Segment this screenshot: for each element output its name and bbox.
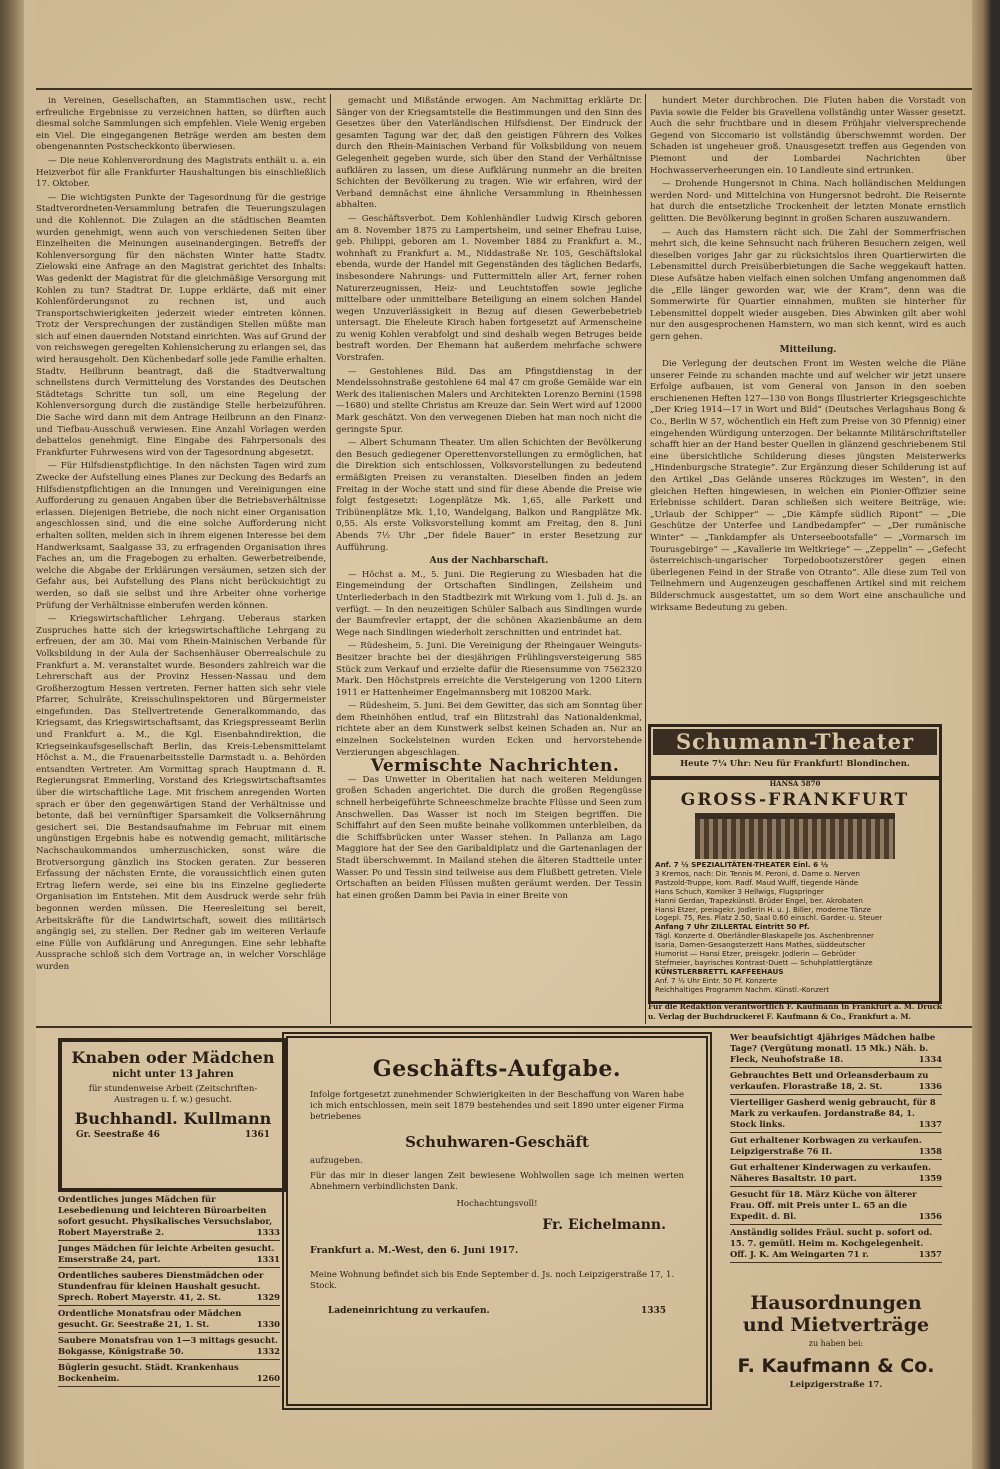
gf-program-line: Stefmeier, bayrisches Kontrast-Duett — Schuhplattlergtänze: [655, 957, 873, 967]
article-paragraph: — Die wichtigsten Punkte der Tagesordnung für die gestrige Stadtverordneten-Versammlung betrafen die Teuerungszulagen und die Kohlennot. Die Zulagen an die städtischen Beamten wurden genehmigt, wenn auch von verschiedenen Seiten über Einzelheiten die Meinungen auseinandergingen. Betreffs der Kohlenversorgung für den nächsten Winter hatte Stadtv. Zielowski eine Anfrage an den Magistrat gerichtet des Inhalts: Was gedenkt der Magistrat für die gleichmäßige Versorgung mit Kohlen zu tun? Stadtrat Dr. Luppe erklärte, daß mit einer Kohlenförderungsnot zu rechnen ist, und auch Transportschwierigkeiten jederzeit wieder eintreten können. Trotz der Versprechungen der zuständigen Stellen müßte man sich auf einen dauernden Notstand einrichten. Was auf Grund der von reichswegen geregelten Kohlensicherung zu erlangen sei, das wird herausgeholt. Den Küchenbedarf solle jede Familie erhalten. Stadtv. Heilbrunn beantragt, daß die Stadtverwaltung schnellstens durch Vermittelung des Vorstandes des Deutschen Städtetags Schritte tun soll, um eine Regelung der Kohlenversorgung durch die zuständige Stelle herbeizuführen. Die Sache wird dann mit dem Antrage Heilbrunn an den Finanz- und Tiefbau-Ausschuß verwiesen. Eine Anzahl Vorlagen werden debattelos genehmigt. Eine Eingabe des Fahrpersonals des Frankfurter Fuhrwesens wird von der Tagesordnung abgesetzt.: [36, 192, 326, 458]
schumann-title: Schumann-Theater: [653, 729, 937, 755]
column-divider: [645, 94, 646, 1024]
gf-program-line: Anf. 7 ½ Uhr Eintr. 50 Pf. Konzerte: [655, 975, 778, 985]
classified-number: 1329: [256, 1292, 280, 1302]
article-paragraph: — Rüdesheim, 5. Juni. Die Vereinigung der Rheingauer Weinguts-Besitzer brachte bei der diesjährigen Frühlingsversteigerung 585 Stück zum Verkauf und erzielte dafür die Riesensumme von 7562320 Mark. Den Höchstpreis erreichte die Versteigerung von 1200 Litern 1911 er Hattenheimer Engelmannsberg mit 108200 Mark.: [336, 641, 642, 698]
schumann-line: Heute 7¼ Uhr: Neu für Frankfurt! Blondinchen.: [680, 759, 910, 769]
gf-program-line: Logepl. 75, Res. Platz 2.50, Saal 0.60 einschl. Garder.-u. Steuer: [655, 913, 883, 923]
gf-program-line: Anfang 7 Uhr ZILLERTAL Eintritt 50 Pf.: [655, 922, 810, 932]
left-classifieds: [58, 1192, 280, 1387]
article-paragraph: in Vereinen, Gesellschaften, an Stammtischen usw., recht erfreuliche Ergebnisse zu verzeichnen hatten, so dürften auch diesmal solche Sammlungen sich empfehlen. Viele Wenig ergeben ein Viel. Die eingegangenen Beträge werden am besten dem obengenannten Postscheckkonto überwiesen.: [36, 96, 326, 153]
classified-ad: [58, 1333, 280, 1360]
classified-text: Saubere Monatsfrau von 1—3 mittags gesucht. Bokgasse, Königstraße 50.: [58, 1335, 278, 1356]
classified-ad: [730, 1160, 942, 1187]
classified-number: 1357: [918, 1249, 942, 1259]
article-column-2: [336, 96, 642, 1020]
article-paragraph: — Das Unwetter in Oberitalien hat nach weiteren Meldungen großen Schaden angerichtet. Die durch die großen Regengüsse schnell herbeigeführte Schneeschmelze brachte Flüsse und Seen zum Anschwellen. Das Wasser ist noch im Steigen begriffen. Die Schiffahrt auf den Seen mußte beinahe vollkommen unterbleiben, da die Schiffsbrücken unter Wasser stehen. In Pallanza am Lago Maggiore hat der See den Garibaldiplatz und die Gartenanlagen der Stadt überschwemmt. In Mailand stehen die älteren Stadtteile unter Wasser. Po und Tessin sind teilweise aus dem Flußbett getreten. Viele Ortschaften an beiden Flüssen mußten geräumt werden. Der Tessin hat einen großen Damm bei Pavia in einer Breite von: [336, 774, 642, 901]
knaben-sub: nicht unter 13 Jahren: [112, 1069, 234, 1080]
knaben-addr: Gr. Seestraße 46: [76, 1130, 160, 1140]
eichelmann-p6: Ladeneinrichtung zu verkaufen.: [328, 1306, 490, 1316]
classified-text: Vierteiliger Gasherd wenig gebraucht, für 8 Mark zu verkaufen. Jordanstraße 84, 1. Stock links.: [730, 1097, 936, 1129]
kaufmann-sub: zu haben bei:: [808, 1339, 864, 1348]
classified-number: 1359: [918, 1173, 942, 1183]
article-paragraph: — Geschäftsverbot. Dem Kohlenhändler Ludwig Kirsch geboren am 8. November 1875 zu Lampertsheim, und seiner Ehefrau Luise, geb. Philippi, geboren am 1. November 1884 zu Frankfurt a. M., wohnhaft zu Frankfurt a. M., Niddastraße Nr. 105, Geschäftslokal ebenda, wurde der Handel mit Gegenständen des täglichen Bedarfs, insbesondere Nahrungs- und Futtermitteln aller Art, ferner rohen Naturerzeugnissen, Heiz- und Leuchtstoffen sowie jegliche mittelbare oder unmittelbare Beteiligung an einem solchen Handel wegen Unzuverlässigkeit in Bezug auf diesen Gewerbebetrieb untersagt. Die Eheleute Kirsch haben fortgesetzt auf Armenscheine zu wenig Kohlen verabfolgt und sind deshalb wegen Betruges beide bestraft worden. Der Ehemann hat außerdem mehrfache schwere Vorstrafen.: [336, 213, 642, 364]
classified-ad: [730, 1187, 942, 1225]
classified-number: 1260: [256, 1373, 280, 1383]
classified-ad: [730, 1133, 942, 1160]
eichelmann-footer: [288, 1292, 706, 1316]
classified-number: 1358: [918, 1146, 942, 1156]
gf-program-line: Reichhaltiges Programm Nachm. Künstl.-Konzert: [655, 984, 830, 994]
classified-number: 1332: [256, 1346, 280, 1356]
gf-program-line: Isaria, Damen-Gesangsterzett Hans Mathes, süddeutscher: [655, 940, 866, 950]
section-heading: Aus der Nachbarschaft.: [429, 556, 549, 567]
classified-number: 1337: [918, 1119, 942, 1129]
classified-number: 1333: [256, 1227, 280, 1237]
column-divider: [330, 94, 331, 1024]
eichelmann-p5: Meine Wohnung befindet sich bis Ende September d. Js. noch Leipzigerstraße 17, 1. Stock.: [310, 1270, 675, 1291]
article-paragraph: hundert Meter durchbrochen. Die Fluten haben die Vorstadt von Pavia sowie die Felder bis Gravellena vollständig unter Wasser gesetzt. Auch die sehr fruchtbare und in diesem Frühjahr vielversprechende Gegend von Siccomario ist vollständig überschwemmt worden. Der Schaden ist ungeheuer groß. Unausgesetzt treffen aus Gegenden von Piemont und der Lombardei Nachrichten über Hochwasserverheerungen ein. 10 Landleute sind ertrunken.: [650, 96, 966, 176]
classified-text: Ordentliches sauberes Dienstmädchen oder Stundenfrau für kleinen Haushalt gesucht. Sprech. Robert Mayerstr. 41, 2. St.: [58, 1270, 264, 1302]
ads-top-rule: [36, 1026, 972, 1028]
gross-frankfurt-ad: [648, 776, 942, 1004]
gf-program-line: Hanni Gerdan, Trapezkünstl. Brüder Engel, ber. Akrobaten: [655, 895, 863, 905]
article-paragraph: — Albert Schumann Theater. Um allen Schichten der Bevölkerung den Besuch gediegener Operettenvorstellungen zu ermöglichen, hat die Direktion sich entschlossen, Volksvorstellungen zu bedeutend ermäßigten Preisen zu veranstalten. Dieselben finden an jedem Freitag in der Woche statt und sind für diese Abende die Preise wie folgt festgesetzt: Logenplätze Mk. 1,65, alle Parkett und Tribünenplätze Mk. 1,10, Wandelgang, Balkon und Rangplätze Mk. 0,55. Als erste Volksvorstellung kommt am Freitag, den 8. Juni Abends 7½ Uhr „Der fidele Bauer“ in erster Besetzung zur Aufführung.: [336, 438, 642, 553]
gf-program-line: Hans Schuch, Komiker 3 Hellwigs, Flugspringer: [655, 886, 824, 896]
page-edge-right: [972, 0, 1000, 1469]
gf-program-line: Hansi Etzer, preisgekr. Jodlerin H. u. J. Biller, moderne Tänze: [655, 904, 872, 914]
gf-program: [651, 861, 939, 995]
kaufmann-title1: Hausordnungen: [750, 1292, 922, 1314]
section-heading: Vermischte Nachrichten.: [370, 756, 620, 777]
eichelmann-p3: Für das mir in dieser langen Zeit bewiesene Wohlwollen sage ich meinen werten Abnehmern verbindlichsten Dank.: [310, 1171, 684, 1192]
classified-number: 1356: [918, 1211, 942, 1221]
article-paragraph: — Höchst a. M., 5. Juni. Die Regierung zu Wiesbaden hat die Eingemeindung der Ortschaften Sindlingen, Zeilsheim und Unterliederbach in den Stadtbezirk mit Wirkung vom 1. Juli d. Js. an verfügt. — In den neuzeitigen Schüler Salbach aus Sindlingen wurde der Baumfrevler ertappt, der die schönen Akazienbäume an dem Wege nach Sindlingen wiederholt zerschnitten und entrindet hat.: [336, 569, 642, 638]
section-heading: Mitteilung.: [779, 345, 837, 356]
gf-program-line: Anf. 7 ½ SPEZIALITÄTEN-THEATER Einl. 6 ½: [655, 860, 829, 869]
eichelmann-ad: [282, 1032, 712, 1410]
article-paragraph: — Rüdesheim, 5. Juni. Bei dem Gewitter, das sich am Sonntag über dem Rheinhöhen entlud, traf ein Blitzstrahl das Nationaldenkmal, richtete aber an dem Kunstwerk selbst keinen Schaden an. Nur an einzelnen Sockelsteinen wurden Ecken und hervorstehende Verzierungen abgeschlagen.: [336, 701, 642, 758]
eichelmann-sig: Fr. Eichelmann.: [542, 1217, 666, 1233]
classified-ad: [730, 1225, 942, 1263]
gf-building-image: [695, 813, 895, 859]
book-binding: [0, 0, 24, 1469]
newspaper-page: [36, 0, 972, 1469]
schumann-theater-ad: [648, 724, 942, 780]
previous-page-edge: [24, 0, 36, 1469]
classified-ad: [730, 1095, 942, 1133]
kaufmann-firm: F. Kaufmann & Co.: [737, 1355, 935, 1377]
knaben-footer: [62, 1130, 284, 1140]
classified-text: Ordentliches junges Mädchen für Lesebedienung und leichteren Büroarbeiten sofort gesucht. Physikalisches Versuchslabor, Robert Mayerstraße 2.: [58, 1194, 273, 1237]
gf-program-line: KÜNSTLERBRETTL KAFFEEHAUS: [655, 966, 784, 976]
eichelmann-title: Geschäfts-Aufgabe.: [372, 1056, 622, 1082]
classified-text: Wer beaufsichtigt 4jähriges Mädchen halbe Tage? (Vergütung monatl. 15 Mk.) Näh. b. Fleck, Neuhofstraße 18.: [730, 1032, 936, 1064]
classified-text: Anständig solides Fräul. sucht p. sofort od. 15. 7. gemütl. Heim m. Kochgelegenheit. Off. J. K. Am Weingarten 71 r.: [730, 1227, 933, 1259]
knaben-body: für stundenweise Arbeit (Zeitschriften-Austragen u. f. w.) gesucht.: [88, 1084, 258, 1105]
eichelmann-p4: Hochachtungsvoll!: [456, 1199, 538, 1209]
kaufmann-addr: Leipzigerstraße 17.: [789, 1380, 883, 1390]
eichelmann-p1: Infolge fortgesetzt zunehmender Schwierigkeiten in der Beschaffung von Waren habe ich mich entschlossen, mein seit 1879 bestehendes und seit 1890 unter eigener Firma betriebenes: [310, 1090, 684, 1122]
imprint: Für die Redaktion verantwortlich F. Kaufmann in Frankfurt a. M. Druck u. Verlag der Buchdruckerei F. Kaufmann & Co., Frankfurt a. M.: [648, 1002, 942, 1021]
classified-ad: [58, 1360, 280, 1387]
classified-number: 1331: [256, 1254, 280, 1264]
top-rule: [36, 88, 972, 90]
classified-text: Büglerin gesucht. Städt. Krankenhaus Bockenheim.: [58, 1362, 239, 1383]
knaben-title: Knaben oder Mädchen: [71, 1048, 275, 1067]
classified-ad: [58, 1268, 280, 1306]
kaufmann-ad: [730, 1292, 942, 1392]
article-column-1: [36, 96, 326, 1020]
gf-program-line: Tägl. Konzerte d. Oberländler-Blaskapelle Jos. Aschenbrenner: [655, 931, 875, 941]
knaben-ad: [58, 1038, 288, 1192]
article-paragraph: gemacht und Mißstände erwogen. Am Nachmittag erklärte Dr. Sänger von der Kriegsamtstelle die Bestimmungen und den Sinn des Gesetzes über den Vaterländischen Hilfsdienst. Der Eindruck der gesamten Tagung war der, daß den geistigen Führern des Volkes durch den Rhein-Mainischen Verband für Volksbildung von neuem Gelegenheit gegeben wurde, sich über den Stand der Verhältnisse aufklären zu lassen, um diese Aufklärung nunmehr an die breiten Schichten der Bevölkerung zu tragen. Wie wir erfahren, wird der Verband demnächst eine ähnliche Versammlung in Rheinhessen abhalten.: [336, 96, 642, 211]
classified-number: 1336: [918, 1081, 942, 1091]
classified-number: 1330: [256, 1319, 280, 1329]
right-classifieds: [730, 1030, 942, 1263]
gf-program-line: Humorist — Hansi Etzer, preisgekr. Jodlerin — Gebrüder: [655, 949, 856, 959]
gf-program-line: Pastzold-Truppe, kom. Radf. Maud Wulff, tiegende Hände: [655, 877, 859, 887]
article-paragraph: Die Verlegung der deutschen Front im Westen welche die Pläne unserer Feinde zu schanden machte und auf welcher wir jetzt unsere Erfolge aufbauen, ist vom General von Janson in den soeben erschienenen Heften 127—130 von Bongs Illustrierter Kriegsgeschichte „Der Krieg 1914—17 in Wort und Bild“ (Deutsches Verlagshaus Bong & Co., Berlin W 57, wöchentlich ein Heft zum Preise von 30 Pfennig) einer eingehenden Würdigung unterzogen. Der bekannte Militärschriftsteller schafft hier an der Hand bester Quellen in glänzend geschriebenem Stil eine übersichtliche Schilderung dieses jüngsten Meisterwerks „Hindenburgsche Strategie“. Zur Ergänzung dieser Schilderung ist auf den Artikel „Das Gelände unseres Rückzuges im Westen“, in den gleichen Heften hingewiesen, in welchen ein Pionier-Offizier seine Erlebnisse schildert. Daran schließen sich weitere Beiträge, wie: „Urlaub der Schipper“ — „Die Kämpfe südlich Ripont“ — „Die Geschütze der Unterfee und Landbedampfer“ — „Der rumänische Winter“ — „Tankdampfer als Unterseebootsfalle“ — „Vormarsch im Tourusgebirge“ — „Kavallerie im Weltkriege“ — „Zeppelin“ — „Gefecht österreichisch-ungarischer Torpedobootszerstörer gegen einen überlegenen Feind in der Straße von Otranto“. Alle diese zum Teil von Teilnehmern und Augenzeugen geschaffenen Artikel sind mit reichem Bilderschmuck ausgestattet, um so dem Wort eine anschauliche und wirksame Bedeutung zu geben.: [650, 359, 966, 613]
eichelmann-p2: aufzugeben.: [310, 1156, 363, 1166]
gf-banner: HANSA 5870: [769, 779, 821, 788]
knaben-num: 1361: [244, 1130, 270, 1140]
classified-text: Gut erhaltener Kinderwagen zu verkaufen. Näheres Basaltstr. 10 part.: [730, 1162, 931, 1183]
classified-ad: [58, 1241, 280, 1268]
classified-ad: [58, 1306, 280, 1333]
eichelmann-sub: Schuhwaren-Geschäft: [405, 1133, 589, 1151]
article-paragraph: — Auch das Hamstern rächt sich. Die Zahl der Sommerfrischen mehrt sich, die keine Sehnsucht nach früheren Besuchern zeigen, weil dieselben voriges Jahr gar zu rücksichtslos ihren Quartierwirten die Lebensmittel durch Preisüberbietungen die Sache weggekauft hatten. Diese Aufsätze haben vielfach einen solchen Umfang angenommen daß die „Elle länger geworden war, wie der Kram“, denn was die Sommerwirte für Quartier einnahmen, mußten sie hinterher für Lebensmittel doppelt wieder ausgeben. Dies Abwinken gilt aber wohl nur den ausgesprochenen Hamstern, wo man sich kennt, wird es auch gern gehen.: [650, 227, 966, 342]
classified-text: Junges Mädchen für leichte Arbeiten gesucht. Emserstraße 24, part.: [58, 1243, 275, 1264]
eichelmann-place: Frankfurt a. M.-West, den 6. Juni 1917.: [310, 1245, 519, 1256]
gf-program-line: 3 Kremos, nach: Dir. Tennis M. Peroni, d. Dame o. Nerven: [655, 868, 860, 878]
classified-ad: [58, 1192, 280, 1241]
classified-number: 1334: [918, 1054, 942, 1064]
article-paragraph: — Gestohlenes Bild. Das am Pfingstdienstag in der Mendelssohnstraße gestohlene 64 mal 47 cm große Gemälde war ein Werk des italienischen Malers und Architekten Lorenzo Bernini (1598—1680) und stellte Christus am Kreuze dar. Sein Wert wird auf 12000 Mark geschätzt. Von den verwegenen Dieben hat man noch nicht die geringste Spur.: [336, 366, 642, 435]
classified-text: Ordentliche Monatsfrau oder Mädchen gesucht. Gr. Seestraße 21, 1. St.: [58, 1308, 242, 1329]
classified-text: Gut erhaltener Korbwagen zu verkaufen. Leipzigerstraße 76 II.: [730, 1135, 922, 1156]
article-paragraph: — Kriegswirtschaftlicher Lehrgang. Ueberaus starken Zuspruches hatte sich der kriegswirtschaftliche Lehrgang zu erfreuen, der am 30. Mai vom Rhein-Mainischen Verbande für Volksbildung in der Aula der Sachsenhäuser Oberrealschule zu Frankfurt a. M. veranstaltet wurde. Besonders zahlreich war die Lehrerschaft aus der Provinz Hessen-Nassau und dem Großherzogtum Hessen vertreten. Ferner hatten sich sehr viele Pfarrer, Schulräte, Kreisschulinspektoren und Bürgermeister eingefunden. Das Stellvertretende Generalkommando, das Kriegsamt, das Kriegswirtschaftsamt, das Kriegspresseamt Berlin und Frankfurt a. M., die Kgl. Eisenbahndirektion, die Kriegseinkaufsgesellschaft Berlin, das Kreis-Lebensmittelamt Höchst a. M., die Frauenarbeitsstelle Darmstadt u. a. Behörden entsandten Vertreter. Am Vormittag sprach Hauptmann d. R. Regierungsrat Emmerling, Vorstand des Kriegswirtschaftsamtes über die wirtschaftliche Lage. Mit frischem anregenden Worten sprach er über den gegenwärtigen Stand der Verhältnisse und betonte, daß bei vernünftiger Sparsamkeit die Volksernährung gesichert sei. Die Bestandsaufnahme im Februar mit einem ungünstigen Ergebnis habe es notwendig gemacht, militärische Nachschaukommandos umherzuschicken, sonst wäre die Brotversorgung gänzlich ins Stocken geraten. Zur besseren Erfassung der nächsten Ernte, die voraussichtlich einen guten Ertrag liefern werde, sei eine bis ins Einzelne gegliederte Organisation im Entstehen. Mit dem Ausdruck werde sehr früh begonnen werden müssen. Die Heeresleitung sei bereit, Arbeitskräfte für die Landwirtschaft, soweit dies militärisch angängig sei, zu stellen. Der Redner gab im weiteren Verlaufe eine Fülle von Aufklärung und Anregungen. Eine sehr lebhafte Aussprache schloß sich dem Vortrage an, in welcher Vorschläge wurden: [36, 614, 326, 972]
eichelmann-num: 1335: [640, 1306, 666, 1316]
article-paragraph: — Für Hilfsdienstpflichtige. In den nächsten Tagen wird zum Zwecke der Aufstellung eines Planes zur Deckung des Bedarfs an Hilfsdienstpflichtigen an die Innungen und Vereinigungen eine Aufforderung zu genauen Angaben über die Betriebsverhältnisse erlassen. Diejenigen Betriebe, die noch nicht einer Organisation angeschlossen sind, und die eine solche Aufforderung nicht erhalten sollten, melden sich in ihrem eigenen Interesse bei dem Handwerksamt, Saalgasse 33, zu erfragenden Organisation ihres Faches an, um die Fragebogen zu erhalten. Gewerbetreibende, welche die Abgabe der Erklärungen versäumen, setzen sich der Gefahr aus, bei Aufstellung des Plans nicht berücksichtigt zu werden, so daß sie selbst und ihre Arbeiter ohne vorherige Prüfung der Verhältnisse einberufen werden können.: [36, 461, 326, 611]
article-paragraph: — Die neue Kohlenverordnung des Magistrats enthält u. a. ein Heizverbot für alle Frankfurter Haushaltungen bis einschließlich 17. Oktober.: [36, 155, 326, 190]
knaben-firm: Buchhandl. Kullmann: [74, 1109, 272, 1128]
classified-ad: [730, 1068, 942, 1095]
classified-text: Gebrauchtes Bett und Orleansderbaum zu verkaufen. Florastraße 18, 2. St.: [730, 1070, 929, 1091]
gf-title: GROSS-FRANKFURT: [680, 790, 910, 810]
classified-text: Gesucht für 18. März Küche von älterer Frau. Off. mit Preis unter L. 65 an die Expedit. d. Bl.: [730, 1189, 917, 1221]
article-paragraph: — Drohende Hungersnot in China. Nach holländischen Meldungen werden Nord- und Mittelchina von Hungersnot bedroht. Die Reisernte hat durch die entsetzliche Trockenheit der letzten Monate ernstlich gelitten. Die Bevölkerung beginnt in großen Scharen auszuwandern.: [650, 179, 966, 224]
kaufmann-title2: und Mietverträge: [742, 1314, 930, 1336]
classified-ad: [730, 1030, 942, 1068]
article-column-3: [650, 96, 966, 720]
